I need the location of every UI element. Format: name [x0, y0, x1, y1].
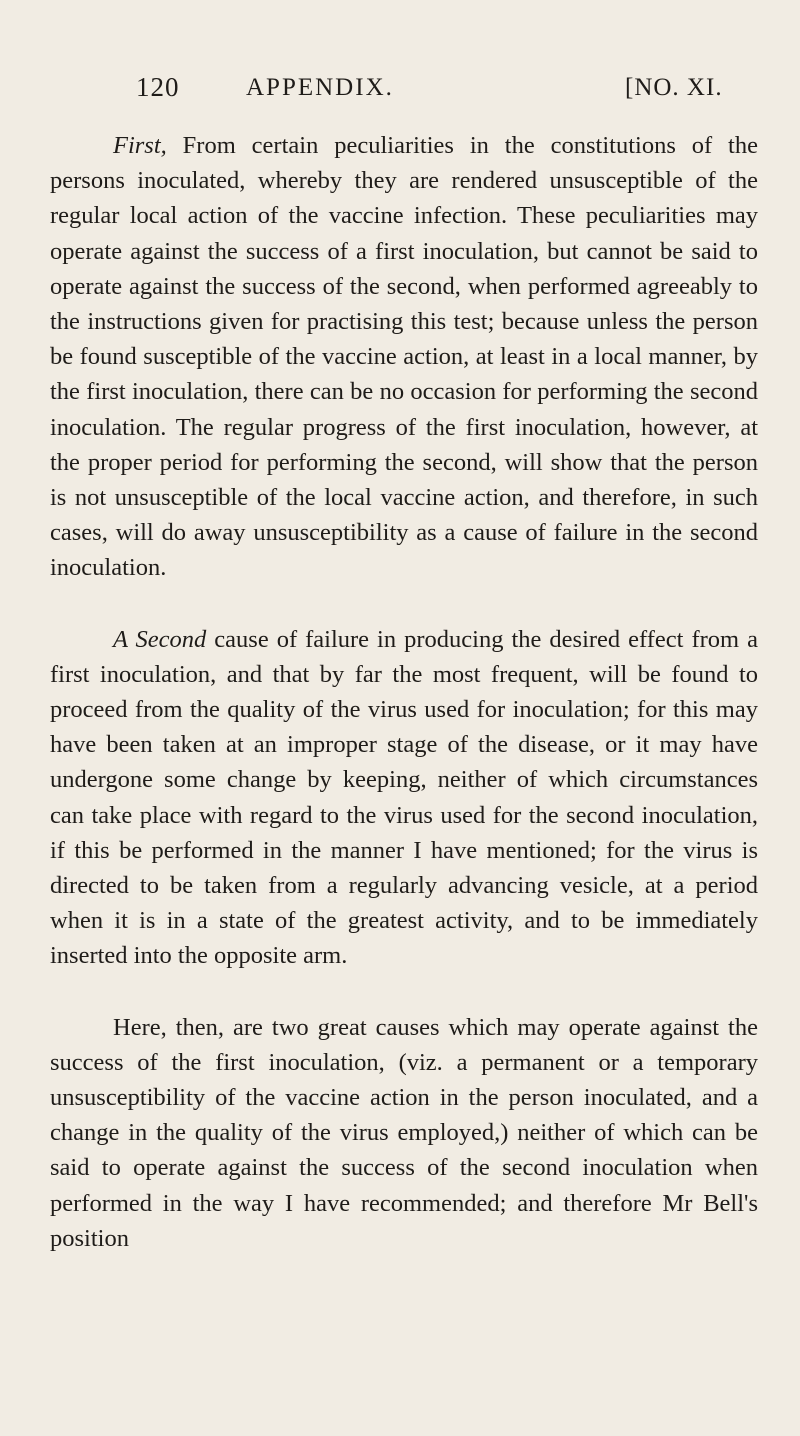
paragraph-second-cause	[50, 622, 758, 974]
paragraph-first-cause	[50, 128, 758, 586]
section-title: APPENDIX.	[246, 74, 394, 101]
paragraph-text: Here, then, are two great causes which may operate against the success of the first inoculation, (viz. a permanent or a temporary unsusceptibility of the vaccine action in the person inoculated, and a change in the quality of the virus employed,) neither of which can be said to operate against the success of the second inoculation when performed in the way I have recommended; and therefore Mr Bell's position	[50, 1013, 758, 1252]
running-head	[0, 72, 800, 112]
paragraph-text: cause of failure in producing the desired effect from a first inoculation, and that by far the most frequent, will be found to proceed from the quality of the virus used for inoculation; for this may have been taken at an improper stage of the disease, or it may have undergone some change by keeping, neither of which circumstances can take place with regard to the virus used for the second inoculation, if this be performed in the manner I have mentioned; for the virus is directed to be taken from a regularly advancing vesicle, at a period when it is in a state of the greatest activity, and to be immediately inserted into the opposite arm.	[50, 625, 758, 970]
folio-note: [NO. XI.	[625, 74, 723, 101]
paragraph-lead-in: A Second	[113, 625, 207, 653]
body-text	[50, 128, 758, 1256]
paragraph-summary	[50, 1010, 758, 1256]
paragraph-text: From certain peculiarities in the constitutions of the persons inoculated, whereby they are rendered unsusceptible of the regular local action of the vaccine infection. These peculiarities may operate against the success of a first inoculation, but cannot be said to operate against the success of the second, when performed agreeably to the instructions given for practising this test; because unless the person be found susceptible of the vaccine action, at least in a local manner, by the first inoculation, there can be no occasion for performing the second inoculation. The regular progress of the first inoculation, however, at the proper period for performing the second, will show that the person is not unsusceptible of the local vaccine action, and therefore, in such cases, will do away unsusceptibility as a cause of failure in the second inoculation.	[50, 132, 758, 582]
page-number: 120	[136, 72, 180, 102]
paragraph-lead-in: First,	[113, 132, 167, 159]
